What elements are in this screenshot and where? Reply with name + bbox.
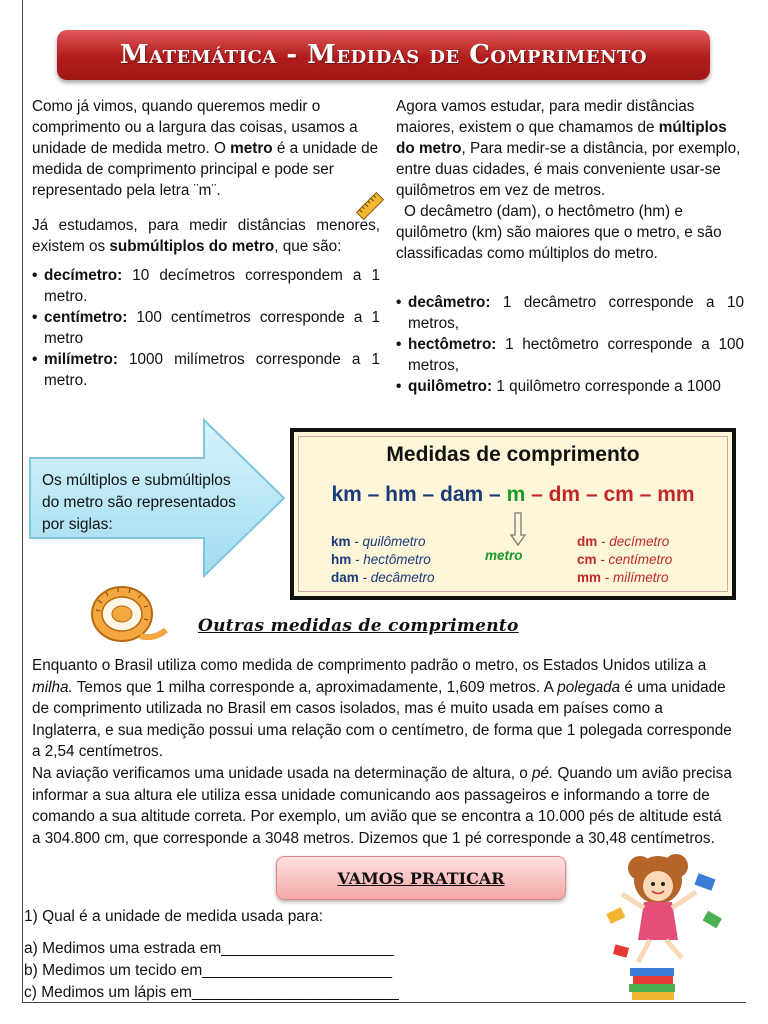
scale-dash-4: – xyxy=(525,483,549,506)
abbr-dm-name: - decímetro xyxy=(597,534,670,549)
abbr-hm: hm xyxy=(331,552,352,567)
term-hectometro: hectômetro: xyxy=(408,336,497,353)
p2-pe: pé. xyxy=(532,764,554,782)
page-bottom-border xyxy=(22,1002,746,1003)
practice-title: VAMOS PRATICAR xyxy=(337,868,505,888)
abbr-cm-name: - centímetro xyxy=(596,552,673,567)
desc-centimetro: 100 centímetros corresponde a 1 metro xyxy=(44,309,380,347)
abbr-row-km xyxy=(331,533,435,551)
multiples-text-2: , Para medir-se a distância, por exemplo, entre duas cidades, é mais conveniente usar-se quilômetros em vez de metros. xyxy=(396,140,741,199)
scale-cm: cm xyxy=(603,483,634,506)
abbr-km: km xyxy=(331,534,351,549)
scale-hm: hm xyxy=(385,483,417,506)
scale-mm: mm xyxy=(657,483,695,506)
submultiples-bold: submúltiplos do metro xyxy=(109,238,275,255)
submultiples-abbreviations xyxy=(577,533,672,587)
feet-paragraph xyxy=(32,763,732,849)
abbr-row-hm xyxy=(331,551,435,569)
measures-box-inner xyxy=(298,436,728,592)
submultiples-list xyxy=(32,265,380,391)
page-title: Matemática - Medidas de Comprimento xyxy=(119,40,648,70)
p1-text-c: é uma unidade de comprimento utilizada no Brasil em casos isolados, mas é muito usada em países como a Inglaterra, e sua medição possui uma relação com o centímetro, de forma que 1 polegada corresponde a 2,54 centímetros. xyxy=(32,678,732,761)
arrow-callout-text: Os múltiplos e submúltiplos do metro são representados por siglas: xyxy=(42,472,236,533)
scale-dm: dm xyxy=(548,483,581,506)
page-left-border xyxy=(22,0,23,1002)
measures-box xyxy=(290,428,736,600)
abbr-dm: dm xyxy=(577,534,598,549)
list-item-quilometro xyxy=(396,376,744,397)
term-centimetro: centímetro: xyxy=(44,309,128,326)
question-1: 1) Qual é a unidade de medida usada para: xyxy=(24,908,324,925)
term-decametro: decâmetro: xyxy=(408,294,491,311)
abbr-row-mm xyxy=(577,569,672,587)
other-measures-text xyxy=(32,655,732,849)
list-item-centimetro xyxy=(32,307,380,349)
multiples-intro xyxy=(396,96,744,201)
abbr-hm-name: - hectômetro xyxy=(351,552,431,567)
abbr-cm: cm xyxy=(577,552,597,567)
multiples-abbreviations xyxy=(331,533,435,587)
girl-with-books-illustration xyxy=(600,850,740,1002)
scale-km: km xyxy=(331,483,362,506)
measures-scale xyxy=(299,483,727,507)
abbr-mm-name: - milímetro xyxy=(601,570,669,585)
left-column xyxy=(32,96,380,391)
list-item-decametro xyxy=(396,292,744,334)
scale-m: m xyxy=(506,483,526,506)
abbr-row-dam xyxy=(331,569,435,587)
right-column xyxy=(396,96,744,397)
list-item-hectometro xyxy=(396,334,744,376)
scale-dash-6: – xyxy=(633,483,658,506)
term-decimetro: decímetro: xyxy=(44,267,123,284)
p2-text-a: Na aviação verificamos uma unidade usada na determinação de altura, o xyxy=(32,764,532,782)
term-milimetro: milímetro: xyxy=(44,351,118,368)
abbr-dam: dam xyxy=(331,570,359,585)
scale-dash-3: – xyxy=(483,483,507,506)
meter-label: metro xyxy=(485,548,523,563)
scale-dash-5: – xyxy=(580,483,604,506)
intro-bold-metro: metro xyxy=(230,140,273,157)
desc-decimetro: 10 decímetros correspondem a 1 metro. xyxy=(44,267,380,305)
list-item-decimetro xyxy=(32,265,380,307)
desc-milimetro: 1000 milímetros corresponde a 1 metro. xyxy=(44,351,380,389)
measures-title: Medidas de comprimento xyxy=(386,443,640,466)
question-1a: a) Medimos uma estrada em____________________ xyxy=(24,940,394,957)
list-item-milimetro xyxy=(32,349,380,391)
desc-decametro: 1 decâmetro corresponde a 10 metros, xyxy=(408,294,744,332)
p1-polegada: polegada xyxy=(557,678,621,696)
multiples-paragraph-2: O decâmetro (dam), o hectômetro (hm) e quilômetro (km) são maiores que o metro, e são classificadas como múltiplos do metro. xyxy=(396,203,722,262)
abbr-dam-name: - decâmetro xyxy=(358,570,435,585)
intro-text-2: é a unidade de medida de comprimento principal e pode ser representado pela letra ¨m¨. xyxy=(32,140,379,199)
question-1c: c) Medimos um lápis em________________________ xyxy=(24,984,399,1001)
scale-dash-1: – xyxy=(361,483,386,506)
practice-banner xyxy=(276,856,566,900)
multiples-list xyxy=(396,292,744,397)
section-title-other-measures: Outras medidas de comprimento xyxy=(198,616,519,636)
miles-inches-paragraph xyxy=(32,655,732,763)
scale-dam: dam xyxy=(440,483,484,506)
p1-text-a: Enquanto o Brasil utiliza como medida de comprimento padrão o metro, os Estados Unidos utiliza a xyxy=(32,657,707,674)
submultiples-text-2: , que são: xyxy=(274,238,342,255)
p2-text-b: Quando um avião precisa informar a sua altura ele utiliza essa unidade comunicando aos passageiros e informando a torre de comando a sua altitude correta. Por exemplo, um avião que se encontra a 10.000 pés de altitude está a 304.800 cm, que corresponde a 3048 metros. Dizemos que 1 pé corresponde a 30,48 centímetros. xyxy=(32,764,732,847)
question-1b: b) Medimos um tecido em______________________ xyxy=(24,962,392,979)
abbr-km-name: - quilômetro xyxy=(350,534,426,549)
abbr-mm: mm xyxy=(577,570,602,585)
desc-quilometro: 1 quilômetro corresponde a 1000 xyxy=(492,378,721,395)
desc-hectometro: 1 hectômetro corresponde a 100 metros, xyxy=(408,336,744,374)
p1-text-b: Temos que 1 milha corresponde a, aproximadamente, 1,609 metros. A xyxy=(72,678,558,696)
scale-dash-2: – xyxy=(416,483,441,506)
intro-text-1: Como já vimos, quando queremos medir o comprimento ou a largura das coisas, usamos a unidade de medida metro. O xyxy=(32,98,358,157)
multiples-text-1: Agora vamos estudar, para medir distâncias maiores, existem o que chamamos de xyxy=(396,98,695,136)
p1-milha: milha. xyxy=(32,678,73,696)
title-banner xyxy=(57,30,710,80)
submultiples-text-1: Já estudamos, para medir distâncias menores, existem os xyxy=(32,217,380,255)
down-arrow-icon xyxy=(509,511,527,547)
abbr-row-dm xyxy=(577,533,672,551)
submultiples-paragraph xyxy=(32,215,380,257)
measuring-tape-icon xyxy=(80,580,170,646)
intro-paragraph xyxy=(32,96,380,201)
abbr-row-cm xyxy=(577,551,672,569)
term-quilometro: quilômetro: xyxy=(408,378,493,395)
ruler-icon xyxy=(354,190,386,222)
multiples-bold: múltiplos do metro xyxy=(396,119,727,157)
